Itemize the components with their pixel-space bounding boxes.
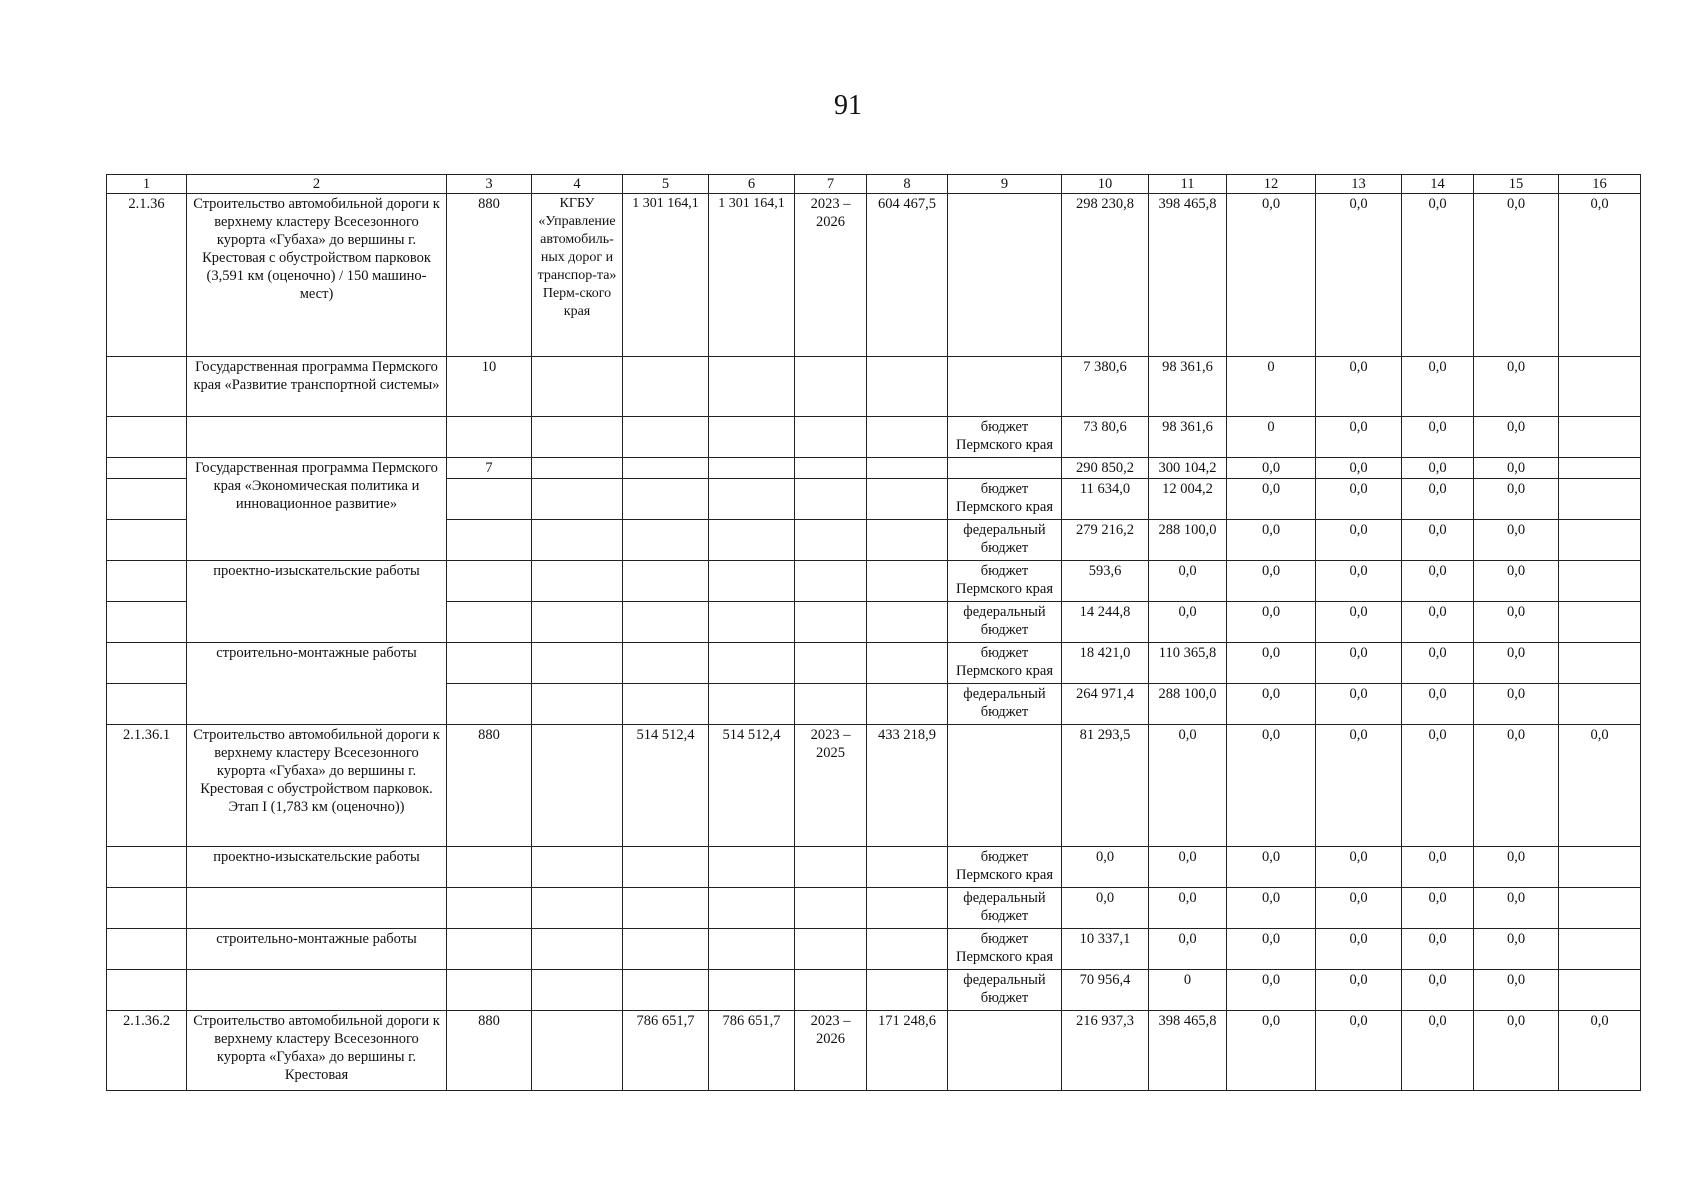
funding-source: бюджет Пермского края (948, 929, 1062, 970)
cell (867, 847, 948, 888)
cell: 10 337,1 (1062, 929, 1149, 970)
cell: 0,0 (1062, 847, 1149, 888)
cell: 0,0 (1402, 458, 1474, 479)
column-number-row (107, 175, 1641, 194)
cell: КГБУ «Управление автомобиль-ных дорог и транспор-та» Перм-ского края (532, 194, 623, 357)
cell (795, 847, 867, 888)
cell (623, 643, 709, 684)
column-header: 13 (1316, 175, 1402, 194)
cell: 0,0 (1402, 970, 1474, 1011)
cell: 81 293,5 (1062, 725, 1149, 847)
cell: 0,0 (1402, 602, 1474, 643)
cell: 1 301 164,1 (623, 194, 709, 357)
column-header: 15 (1474, 175, 1559, 194)
table-row (107, 561, 1641, 602)
cell: 398 465,8 (1149, 194, 1227, 357)
cell (532, 970, 623, 1011)
cell: 0,0 (1402, 684, 1474, 725)
cell: 0,0 (1149, 888, 1227, 929)
cell (623, 929, 709, 970)
row-name: Строительство автомобильной дороги к верхнему кластеру Всесезонного курорта «Губаха» до вершины г. Крестовая с обустройством парковок (3,591 км (оценочно) / 150 машино-мест) (187, 194, 447, 357)
cell: 70 956,4 (1062, 970, 1149, 1011)
table-row (107, 847, 1641, 888)
cell: 0,0 (1474, 1011, 1559, 1091)
cell (1559, 479, 1641, 520)
cell: 288 100,0 (1149, 684, 1227, 725)
cell (623, 970, 709, 1011)
cell: 0,0 (1474, 970, 1559, 1011)
cell (187, 417, 447, 458)
cell (107, 458, 187, 479)
cell (107, 847, 187, 888)
cell: 0,0 (1474, 561, 1559, 602)
cell (107, 417, 187, 458)
cell (1559, 520, 1641, 561)
cell: 0,0 (1316, 479, 1402, 520)
row-code: 2.1.36.1 (107, 725, 187, 847)
cell (795, 602, 867, 643)
cell (867, 970, 948, 1011)
cell (709, 479, 795, 520)
cell (107, 684, 187, 725)
cell (795, 643, 867, 684)
cell: 0,0 (1402, 725, 1474, 847)
cell: 880 (447, 725, 532, 847)
cell: 0,0 (1227, 643, 1316, 684)
cell: 2023 – 2026 (795, 194, 867, 357)
row-code: 2.1.36.2 (107, 1011, 187, 1091)
column-header: 3 (447, 175, 532, 194)
cell (867, 602, 948, 643)
cell: 0,0 (1149, 725, 1227, 847)
budget-table (106, 174, 1641, 1091)
funding-source: федеральный бюджет (948, 888, 1062, 929)
cell (867, 458, 948, 479)
cell: 279 216,2 (1062, 520, 1149, 561)
cell (532, 458, 623, 479)
cell: 0,0 (1316, 847, 1402, 888)
cell (107, 970, 187, 1011)
cell (532, 479, 623, 520)
column-header: 12 (1227, 175, 1316, 194)
cell (709, 888, 795, 929)
cell: 0,0 (1402, 643, 1474, 684)
column-header: 7 (795, 175, 867, 194)
cell: 0,0 (1149, 847, 1227, 888)
cell (948, 357, 1062, 417)
cell (107, 561, 187, 602)
cell: 0,0 (1316, 684, 1402, 725)
cell: 0 (1227, 357, 1316, 417)
cell (107, 602, 187, 643)
cell (107, 357, 187, 417)
cell: 0,0 (1316, 1011, 1402, 1091)
cell (709, 929, 795, 970)
cell: 0,0 (1316, 970, 1402, 1011)
cell: 514 512,4 (709, 725, 795, 847)
cell: 0,0 (1227, 684, 1316, 725)
cell (447, 643, 532, 684)
cell (795, 888, 867, 929)
cell (709, 684, 795, 725)
row-name: проектно-изыскательские работы (187, 561, 447, 643)
cell (709, 847, 795, 888)
cell: 0 (1149, 970, 1227, 1011)
cell (623, 458, 709, 479)
cell (532, 602, 623, 643)
column-header: 2 (187, 175, 447, 194)
funding-source: бюджет Пермского края (948, 417, 1062, 458)
cell: 786 651,7 (623, 1011, 709, 1091)
cell: 14 244,8 (1062, 602, 1149, 643)
column-header: 10 (1062, 175, 1149, 194)
cell: 433 218,9 (867, 725, 948, 847)
page-number: 91 (834, 90, 862, 121)
cell: 0,0 (1474, 725, 1559, 847)
cell: 73 80,6 (1062, 417, 1149, 458)
cell: 2023 – 2026 (795, 1011, 867, 1091)
cell (795, 458, 867, 479)
cell: 11 634,0 (1062, 479, 1149, 520)
cell: 0,0 (1316, 929, 1402, 970)
cell: 0,0 (1149, 602, 1227, 643)
cell (447, 417, 532, 458)
cell: 0,0 (1474, 357, 1559, 417)
cell (709, 970, 795, 1011)
cell (107, 479, 187, 520)
cell (532, 888, 623, 929)
cell (447, 479, 532, 520)
cell (1559, 684, 1641, 725)
cell: 10 (447, 357, 532, 417)
cell: 0,0 (1474, 602, 1559, 643)
cell (709, 561, 795, 602)
table-row (107, 194, 1641, 357)
cell: 7 (447, 458, 532, 479)
cell (867, 643, 948, 684)
cell (867, 929, 948, 970)
cell: 0,0 (1316, 888, 1402, 929)
row-name: Строительство автомобильной дороги к верхнему кластеру Всесезонного курорта «Губаха» до вершины г. Крестовая с обустройством парковок. Этап I (1,783 км (оценочно)) (187, 725, 447, 847)
cell: 7 380,6 (1062, 357, 1149, 417)
cell (447, 684, 532, 725)
cell (1559, 929, 1641, 970)
cell: 0,0 (1227, 520, 1316, 561)
cell (532, 417, 623, 458)
cell (709, 602, 795, 643)
cell: 0,0 (1474, 458, 1559, 479)
cell: 0,0 (1227, 970, 1316, 1011)
cell (447, 520, 532, 561)
funding-source: федеральный бюджет (948, 684, 1062, 725)
cell (867, 561, 948, 602)
cell: 0,0 (1227, 458, 1316, 479)
cell: 514 512,4 (623, 725, 709, 847)
cell: 0,0 (1227, 479, 1316, 520)
column-header: 4 (532, 175, 623, 194)
cell (447, 561, 532, 602)
column-header: 1 (107, 175, 187, 194)
cell: 298 230,8 (1062, 194, 1149, 357)
cell (532, 684, 623, 725)
column-header: 5 (623, 175, 709, 194)
funding-source: федеральный бюджет (948, 970, 1062, 1011)
cell (948, 194, 1062, 357)
cell: 0,0 (1149, 561, 1227, 602)
cell (447, 970, 532, 1011)
cell: 0,0 (1402, 417, 1474, 458)
cell: 880 (447, 1011, 532, 1091)
cell: 0,0 (1559, 1011, 1641, 1091)
cell (532, 357, 623, 417)
cell (709, 357, 795, 417)
cell (447, 888, 532, 929)
cell: 604 467,5 (867, 194, 948, 357)
row-name: строительно-монтажные работы (187, 929, 447, 970)
cell (532, 1011, 623, 1091)
cell (1559, 847, 1641, 888)
row-name: строительно-монтажные работы (187, 643, 447, 725)
cell: 0,0 (1474, 888, 1559, 929)
cell (867, 520, 948, 561)
cell: 12 004,2 (1149, 479, 1227, 520)
cell: 0,0 (1227, 602, 1316, 643)
cell: 0,0 (1474, 929, 1559, 970)
cell: 0,0 (1402, 479, 1474, 520)
cell (1559, 561, 1641, 602)
cell (107, 520, 187, 561)
cell (795, 684, 867, 725)
cell (948, 1011, 1062, 1091)
cell: 0,0 (1316, 725, 1402, 847)
cell (795, 561, 867, 602)
cell (795, 929, 867, 970)
cell: 0,0 (1227, 929, 1316, 970)
cell: 0,0 (1474, 520, 1559, 561)
cell: 0,0 (1227, 888, 1316, 929)
cell: 880 (447, 194, 532, 357)
row-code: 2.1.36 (107, 194, 187, 357)
cell: 0,0 (1559, 194, 1641, 357)
cell (532, 643, 623, 684)
cell (867, 357, 948, 417)
funding-source: бюджет Пермского края (948, 561, 1062, 602)
cell (623, 561, 709, 602)
cell: 0,0 (1227, 194, 1316, 357)
cell: 593,6 (1062, 561, 1149, 602)
cell: 98 361,6 (1149, 417, 1227, 458)
cell: 0,0 (1062, 888, 1149, 929)
table-row (107, 725, 1641, 847)
funding-source: бюджет Пермского края (948, 479, 1062, 520)
cell: 0,0 (1149, 929, 1227, 970)
cell (623, 602, 709, 643)
cell: 0,0 (1402, 520, 1474, 561)
cell: 0,0 (1316, 520, 1402, 561)
cell (795, 520, 867, 561)
cell: 0,0 (1402, 561, 1474, 602)
cell (1559, 643, 1641, 684)
cell (107, 929, 187, 970)
cell (107, 888, 187, 929)
cell (795, 970, 867, 1011)
cell (1559, 602, 1641, 643)
cell (532, 929, 623, 970)
funding-source: бюджет Пермского края (948, 643, 1062, 684)
cell: 171 248,6 (867, 1011, 948, 1091)
cell (623, 847, 709, 888)
cell: 1 301 164,1 (709, 194, 795, 357)
cell: 18 421,0 (1062, 643, 1149, 684)
cell (623, 357, 709, 417)
funding-source: бюджет Пермского края (948, 847, 1062, 888)
cell: 0,0 (1316, 561, 1402, 602)
cell (867, 888, 948, 929)
cell: 0,0 (1402, 1011, 1474, 1091)
cell: 2023 – 2025 (795, 725, 867, 847)
cell: 0,0 (1474, 417, 1559, 458)
cell: 288 100,0 (1149, 520, 1227, 561)
cell: 786 651,7 (709, 1011, 795, 1091)
table-row (107, 417, 1641, 458)
cell (795, 417, 867, 458)
cell (623, 417, 709, 458)
cell (709, 458, 795, 479)
cell: 110 365,8 (1149, 643, 1227, 684)
cell (709, 520, 795, 561)
cell: 0,0 (1402, 929, 1474, 970)
table-row (107, 888, 1641, 929)
cell (948, 458, 1062, 479)
cell (447, 929, 532, 970)
cell (447, 602, 532, 643)
column-header: 9 (948, 175, 1062, 194)
cell: 98 361,6 (1149, 357, 1227, 417)
cell (532, 847, 623, 888)
cell: 216 937,3 (1062, 1011, 1149, 1091)
table-row (107, 929, 1641, 970)
cell (1559, 417, 1641, 458)
cell: 0,0 (1316, 357, 1402, 417)
cell (1559, 458, 1641, 479)
cell (623, 520, 709, 561)
cell: 264 971,4 (1062, 684, 1149, 725)
cell (867, 417, 948, 458)
cell (867, 684, 948, 725)
cell: 0,0 (1402, 888, 1474, 929)
cell: 0,0 (1316, 458, 1402, 479)
cell: 0,0 (1474, 643, 1559, 684)
cell: 0,0 (1402, 847, 1474, 888)
cell (948, 725, 1062, 847)
cell (187, 970, 447, 1011)
row-name: Государственная программа Пермского края «Экономическая политика и инновационное развитие» (187, 458, 447, 561)
cell (1559, 970, 1641, 1011)
cell: 0,0 (1227, 847, 1316, 888)
cell (795, 479, 867, 520)
cell (1559, 357, 1641, 417)
column-header: 11 (1149, 175, 1227, 194)
cell: 0,0 (1474, 684, 1559, 725)
cell: 300 104,2 (1149, 458, 1227, 479)
table-row (107, 1011, 1641, 1091)
funding-source: федеральный бюджет (948, 520, 1062, 561)
cell (107, 643, 187, 684)
cell: 0,0 (1402, 194, 1474, 357)
table-row (107, 643, 1641, 684)
cell (795, 357, 867, 417)
cell (623, 684, 709, 725)
cell (187, 888, 447, 929)
cell: 290 850,2 (1062, 458, 1149, 479)
row-name: Государственная программа Пермского края «Развитие транспортной системы» (187, 357, 447, 417)
column-header: 14 (1402, 175, 1474, 194)
cell (532, 520, 623, 561)
cell: 0,0 (1316, 643, 1402, 684)
cell: 0,0 (1227, 725, 1316, 847)
cell: 0,0 (1316, 194, 1402, 357)
cell: 0,0 (1316, 602, 1402, 643)
funding-source: федеральный бюджет (948, 602, 1062, 643)
cell (709, 417, 795, 458)
cell: 0,0 (1316, 417, 1402, 458)
column-header: 6 (709, 175, 795, 194)
cell (709, 643, 795, 684)
cell: 0,0 (1474, 479, 1559, 520)
cell: 0,0 (1559, 725, 1641, 847)
row-name: проектно-изыскательские работы (187, 847, 447, 888)
cell: 0,0 (1474, 847, 1559, 888)
cell (867, 479, 948, 520)
cell: 0,0 (1474, 194, 1559, 357)
cell (532, 561, 623, 602)
cell (1559, 888, 1641, 929)
table-row (107, 970, 1641, 1011)
row-name: Строительство автомобильной дороги к верхнему кластеру Всесезонного курорта «Губаха» до вершины г. Крестовая (187, 1011, 447, 1091)
cell (623, 479, 709, 520)
cell (532, 725, 623, 847)
column-header: 16 (1559, 175, 1641, 194)
cell (447, 847, 532, 888)
cell: 0,0 (1402, 357, 1474, 417)
cell: 0 (1227, 417, 1316, 458)
table-row (107, 357, 1641, 417)
cell: 398 465,8 (1149, 1011, 1227, 1091)
cell: 0,0 (1227, 561, 1316, 602)
table-row (107, 458, 1641, 479)
column-header: 8 (867, 175, 948, 194)
cell: 0,0 (1227, 1011, 1316, 1091)
cell (623, 888, 709, 929)
